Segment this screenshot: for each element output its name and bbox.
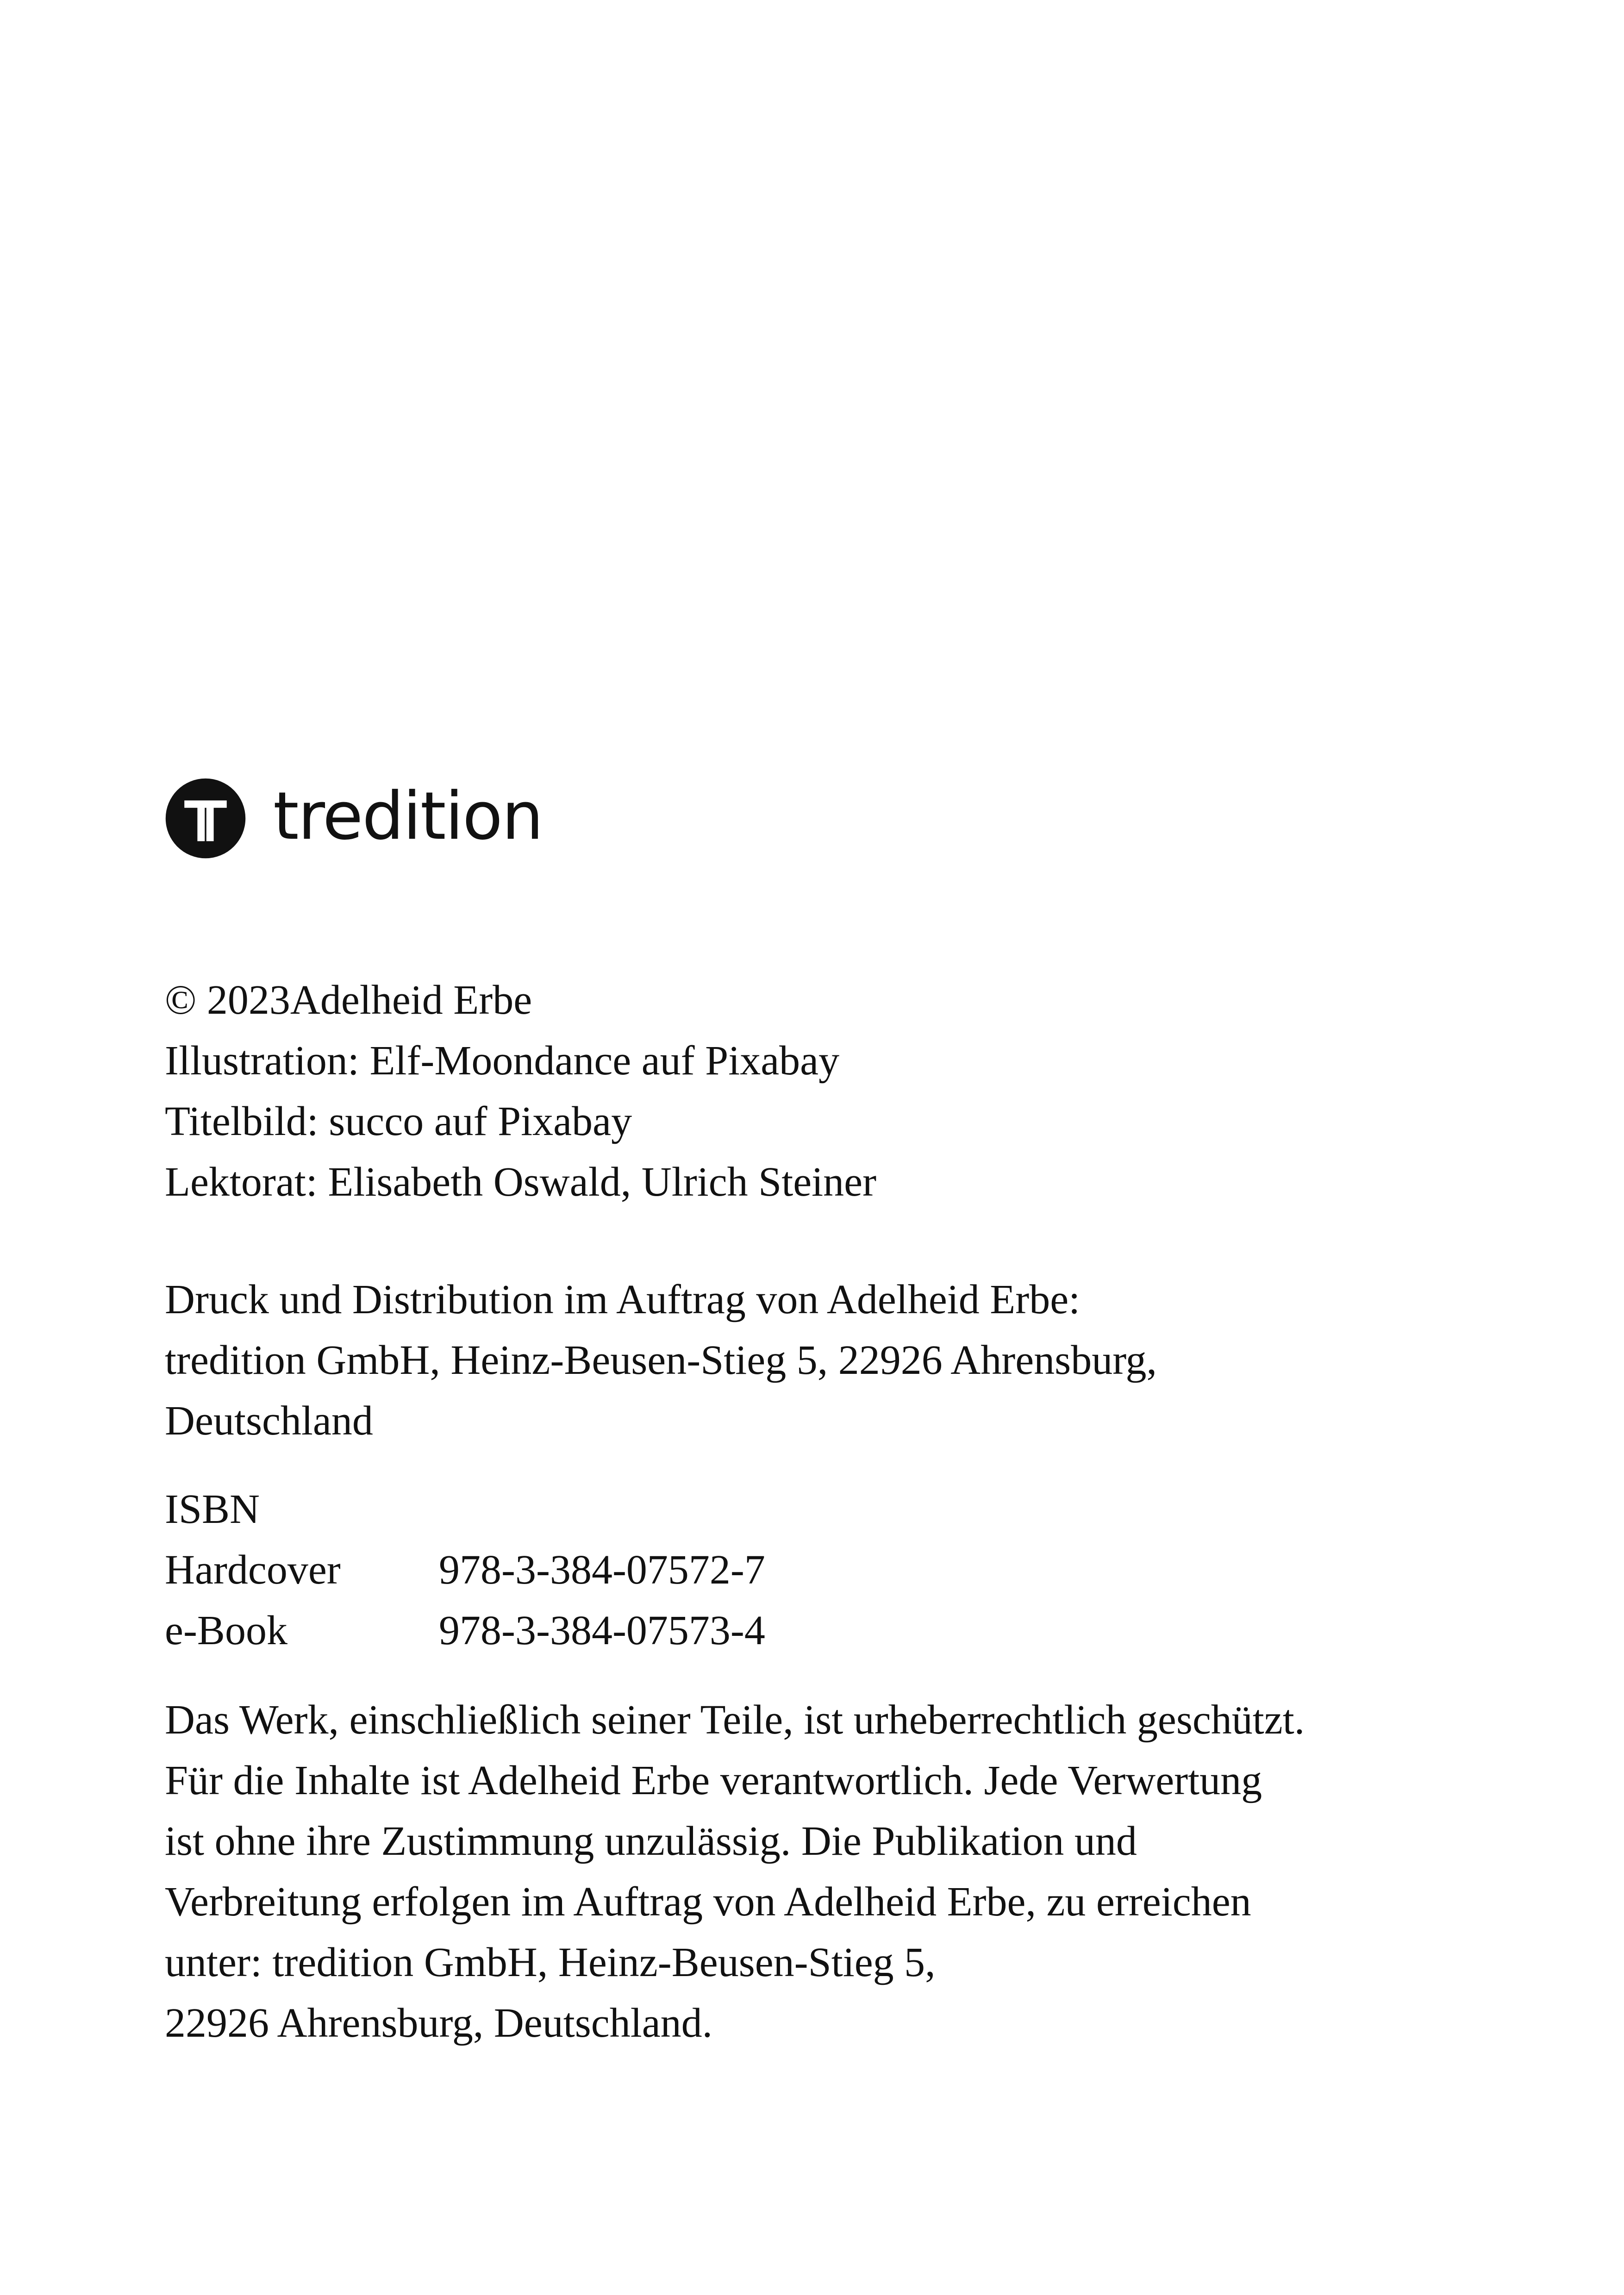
isbn-row-hardcover: [165, 1540, 765, 1600]
isbn-number: 978-3-384-07572-7: [439, 1547, 765, 1593]
isbn-format-label: Hardcover: [165, 1547, 341, 1593]
illustration-credit: Illustration: Elf-Moondance auf Pixabay: [165, 1038, 840, 1084]
copyright-line: © 2023Adelheid Erbe: [165, 977, 532, 1023]
tredition-logo-icon: [165, 778, 246, 859]
copyright-notice-line: ist ohne ihre Zustimmung unzulässig. Die Publikation und: [165, 1818, 1137, 1864]
credits-block: [165, 970, 876, 1212]
copyright-notice-line: unter: tredition GmbH, Heinz-Beusen-Stieg 5,: [165, 1940, 936, 1985]
isbn-block: [165, 1479, 765, 1661]
isbn-row-ebook: [165, 1600, 765, 1661]
publisher-country-line: Deutschland: [165, 1398, 373, 1444]
copyright-notice-line: 22926 Ahrensburg, Deutschland.: [165, 2000, 713, 2046]
isbn-format-label: e-Book: [165, 1608, 287, 1653]
copyright-notice: [165, 1690, 1305, 2053]
distribution-line: Druck und Distribution im Auftrag von Adelheid Erbe:: [165, 1277, 1081, 1322]
editor-credit: Lektorat: Elisabeth Oswald, Ulrich Steiner: [165, 1159, 877, 1205]
publisher-address-line: tredition GmbH, Heinz-Beusen-Stieg 5, 22926 Ahrensburg,: [165, 1337, 1157, 1383]
copyright-notice-line: Das Werk, einschließlich seiner Teile, ist urheberrechtlich geschützt.: [165, 1697, 1305, 1743]
publisher-logo: [165, 777, 543, 860]
copyright-notice-line: Für die Inhalte ist Adelheid Erbe verantwortlich. Jede Verwertung: [165, 1758, 1262, 1803]
isbn-heading: ISBN: [165, 1486, 260, 1532]
publisher-logo-wordmark: tredition: [273, 778, 543, 854]
copyright-notice-line: Verbreitung erfolgen im Auftrag von Adelheid Erbe, zu erreichen: [165, 1879, 1251, 1925]
cover-image-credit: Titelbild: succo auf Pixabay: [165, 1098, 632, 1144]
isbn-number: 978-3-384-07573-4: [439, 1608, 765, 1653]
distribution-block: [165, 1269, 1157, 1451]
